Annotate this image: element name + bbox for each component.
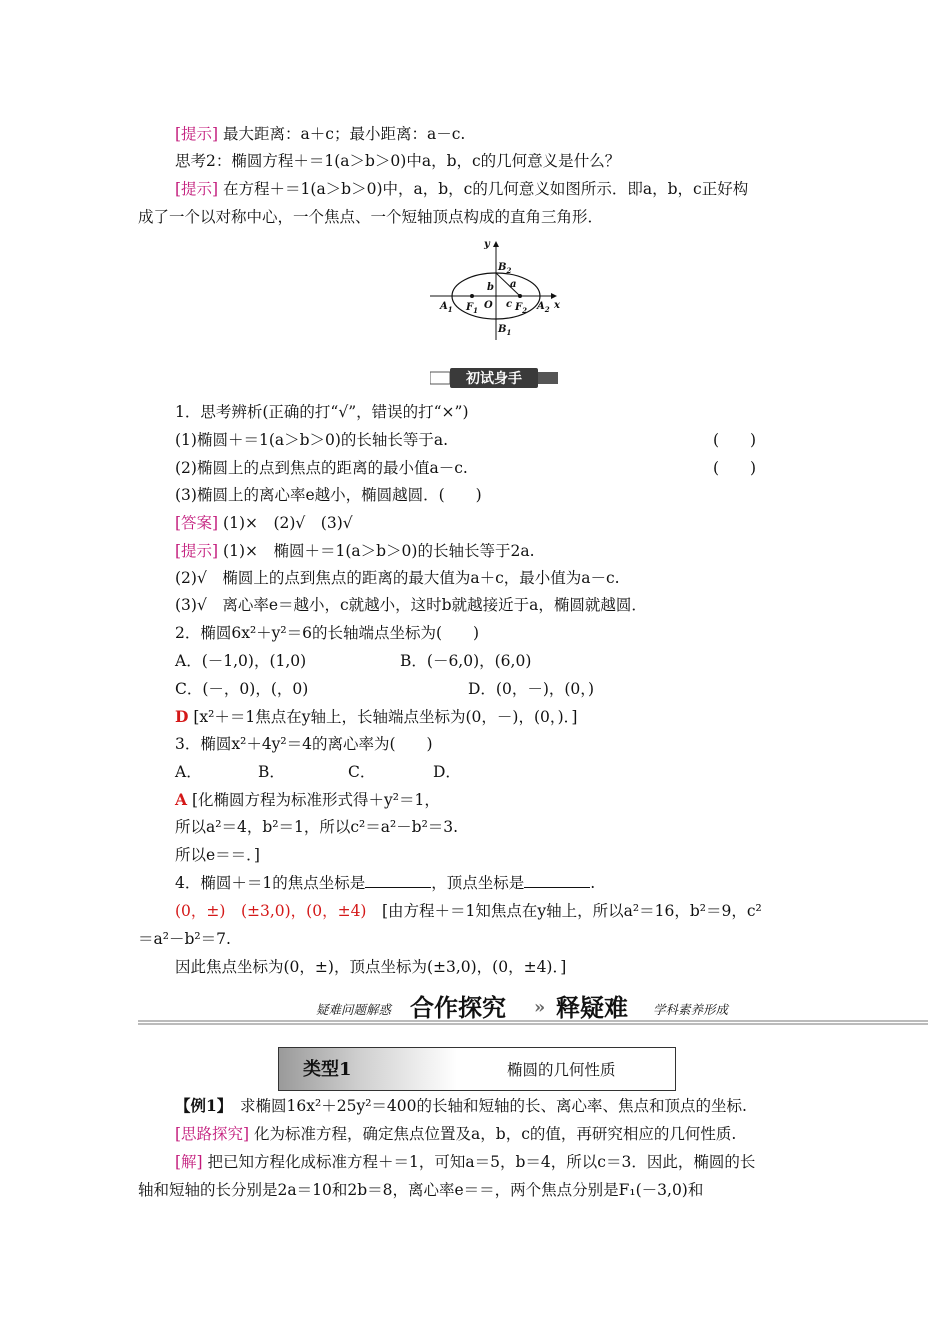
type-box xyxy=(278,1047,676,1091)
q4-answer: (0，±) (±3,0)，(0，±4) xyxy=(175,902,367,920)
q2-option-c: C．(－，0)，(，0) xyxy=(175,680,309,698)
q3-explanation-3: 所以e＝＝．] xyxy=(175,846,260,864)
q3-explanation-2: 所以a²＝4，b²＝1，所以c²＝a²－b²＝3. xyxy=(175,818,459,836)
label-b2: $B_2$ xyxy=(498,262,512,275)
label-a2: $A_2$ xyxy=(537,301,550,314)
q1-hint-3: (3)√ 离心率e＝越小，c就越小，这时b就越接近于a，椭圆就越圆． xyxy=(175,596,647,614)
q1-statement-3: (3)椭圆上的离心率e越小，椭圆越圆．( ) xyxy=(175,486,482,504)
section-banner xyxy=(138,1016,928,1050)
q1-hint-1 xyxy=(175,541,535,561)
label-c: c xyxy=(506,299,513,310)
label-a1: $A_1$ xyxy=(440,301,453,314)
solution-tag: [解] xyxy=(175,1153,203,1171)
hint-text: 最大距离：a＋c；最小距离：a－c. xyxy=(218,125,466,143)
q3-option-d: D． xyxy=(433,763,461,781)
q2-stem: 2．椭圆6x²＋y²＝6的长轴端点坐标为( ) xyxy=(175,624,480,642)
label-x: x xyxy=(554,300,560,311)
q4-explanation-1 xyxy=(175,901,762,921)
focus-f2-dot xyxy=(518,294,522,298)
q4-blank-1 xyxy=(365,873,431,888)
q1-hint-2: (2)√ 椭圆上的点到焦点的距离的最大值为a＋c，最小值为a－c. xyxy=(175,569,620,587)
banner-main-2: 释疑难 xyxy=(556,994,628,1022)
q3-option-b: B． xyxy=(258,763,285,781)
q1-statement-1: (1)椭圆＋＝1(a＞b＞0)的长轴长等于a. xyxy=(175,431,449,449)
example-idea xyxy=(175,1124,736,1144)
example-solution-2: 轴和短轴的长分别是2a＝10和2b＝8，离心率e＝＝，两个焦点分别是F₁(－3,0)和 xyxy=(138,1181,704,1199)
label-b: b xyxy=(487,282,494,293)
q2-explanation xyxy=(175,707,577,727)
banner-right-text: 学科素养形成 xyxy=(653,1002,729,1017)
q2-option-b: B．(－6,0)，(6,0) xyxy=(400,652,532,670)
focus-f1-dot xyxy=(470,294,474,298)
hint-tag: [提示] xyxy=(175,125,219,143)
q3-option-c: C． xyxy=(348,763,376,781)
label-y: y xyxy=(484,239,490,250)
example-label: 【例1】 xyxy=(175,1096,225,1115)
q3-explanation-1 xyxy=(175,790,440,810)
q2-explanation-text: [x²＋＝1焦点在y轴上，长轴端点坐标为(0，－)，(0，)．] xyxy=(188,708,578,726)
label-b1: $B_1$ xyxy=(498,324,512,337)
q4-explanation-2: ＝a²－b²＝7. xyxy=(138,930,231,948)
q1-stem: 1．思考辨析(正确的打“√”，错误的打“×”) xyxy=(175,403,469,421)
q1-answer xyxy=(175,513,353,533)
label-f2: $F_2$ xyxy=(515,302,527,315)
q4-blank-2 xyxy=(524,873,590,888)
banner-main-1: 合作探究 xyxy=(410,994,506,1022)
idea-tag: [思路探究] xyxy=(175,1125,250,1143)
example-1 xyxy=(175,1096,747,1116)
q3-explanation-text: [化椭圆方程为标准形式得＋y²＝1， xyxy=(187,791,440,809)
answer-text: (1)× (2)√ (3)√ xyxy=(218,514,353,532)
q1-statement-2: (2)椭圆上的点到焦点的距离的最小值a－c. xyxy=(175,459,468,477)
type-tag-text: 类型1 xyxy=(303,1059,352,1080)
solution-text: 把已知方程化成标准方程＋＝1，可知a＝5，b＝4，所以c＝3．因此，椭圆的长 xyxy=(202,1153,756,1171)
hint-tag: [提示] xyxy=(175,542,219,560)
q4-explanation-text: [由方程＋＝1知焦点在y轴上，所以a²＝16，b²＝9，c² xyxy=(366,902,762,920)
banner-left-text: 疑难问题解惑 xyxy=(316,1002,392,1017)
q3-answer-letter: A xyxy=(175,790,188,809)
q4-stem-part-1: 4．椭圆＋＝1的焦点坐标是 xyxy=(175,874,366,892)
label-f1: $F_1$ xyxy=(466,302,478,315)
hint-text: 在方程＋＝1(a＞b＞0)中，a，b，c的几何意义如图所示．即a，b，c正好构 xyxy=(218,180,749,198)
banner-arrow-icon: » xyxy=(534,997,546,1018)
type-tag xyxy=(279,1048,457,1090)
q4-stem-part-3: . xyxy=(590,874,596,892)
badge-text: 初试身手 xyxy=(466,371,522,387)
ellipse-diagram xyxy=(424,236,564,344)
q2-option-a: A．(－1,0)，(1,0) xyxy=(175,652,307,670)
label-o: O xyxy=(484,300,493,311)
q3-stem: 3．椭圆x²＋4y²＝4的离心率为( ) xyxy=(175,735,433,753)
hint-text: (1)× 椭圆＋＝1(a＞b＞0)的长轴长等于2a. xyxy=(218,542,535,560)
think-2-question: 思考2：椭圆方程＋＝1(a＞b＞0)中a，b，c的几何意义是什么？ xyxy=(175,152,621,170)
example-solution-1 xyxy=(175,1152,755,1172)
q2-option-d: D．(0，－)，(0，) xyxy=(468,680,595,698)
type-title: 椭圆的几何性质 xyxy=(507,1061,616,1079)
example-text: 求椭圆16x²＋25y²＝400的长轴和短轴的长、离心率、焦点和顶点的坐标. xyxy=(224,1097,747,1115)
q3-option-a: A． xyxy=(175,763,202,781)
q4-stem xyxy=(175,873,595,893)
hint-line-4: 成了一个以对称中心，一个焦点、一个短轴顶点构成的直角三角形． xyxy=(138,208,604,226)
answer-tag: [答案] xyxy=(175,514,219,532)
hint-line-3 xyxy=(175,179,748,199)
label-a: a xyxy=(510,279,517,290)
section-badge xyxy=(430,368,558,388)
q1-answer-paren-1: ( ) xyxy=(713,431,757,449)
q4-explanation-3: 因此焦点坐标为(0，±)，顶点坐标为(±3,0)，(0，±4)．] xyxy=(175,958,567,976)
idea-text: 化为标准方程，确定焦点位置及a，b，c的值，再研究相应的几何性质. xyxy=(249,1125,737,1143)
hint-line-1 xyxy=(175,124,465,144)
hint-tag: [提示] xyxy=(175,180,219,198)
q2-answer-letter: D xyxy=(175,707,189,726)
q4-stem-part-2: ，顶点坐标是 xyxy=(431,874,525,892)
q1-answer-paren-2: ( ) xyxy=(713,459,757,477)
